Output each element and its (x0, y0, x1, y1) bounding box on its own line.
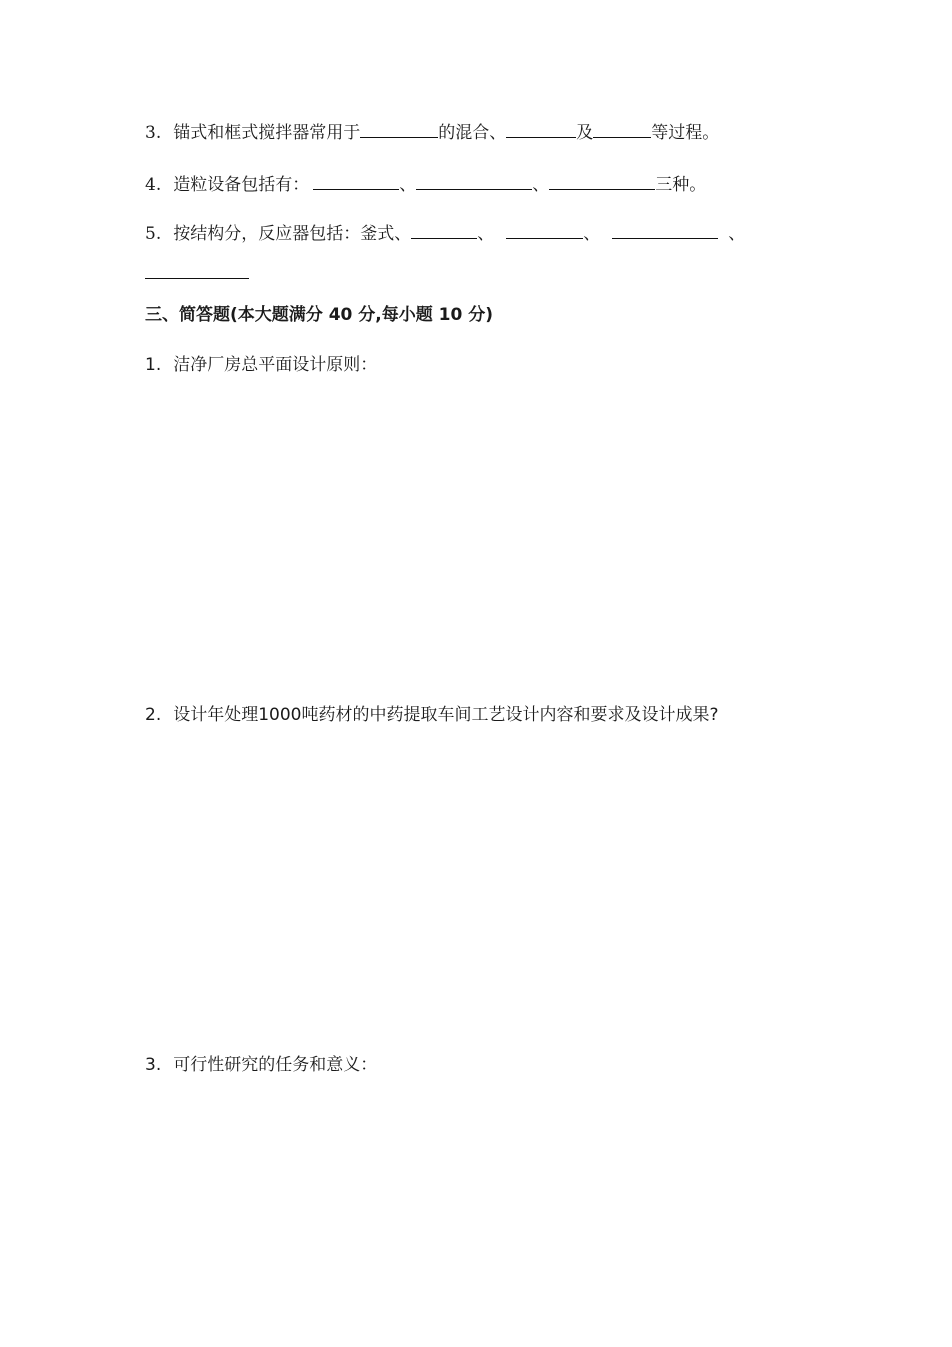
answer-blank[interactable] (411, 224, 477, 239)
short-answer-question-3 (145, 1053, 377, 1077)
question-text: 及 (576, 123, 594, 143)
question-text: 等过程。 (651, 123, 720, 143)
question-number: 3. (145, 1055, 162, 1075)
fill-in-question-5 (145, 222, 745, 246)
question-number: 5. (145, 224, 162, 244)
question-text: 按结构分，反应器包括：釜式、 (173, 224, 412, 244)
question-text: 设计年处理1000吨药材的中药提取车间工艺设计内容和要求及设计成果? (173, 705, 719, 725)
question-text: 的混合、 (438, 123, 507, 143)
fill-in-question-3 (145, 121, 719, 145)
question-number: 3. (145, 123, 162, 143)
answer-blank[interactable] (549, 175, 655, 190)
separator: 、 (399, 175, 417, 195)
question-text: 三种。 (655, 175, 707, 195)
separator: 、 (728, 224, 746, 244)
question-text: 可行性研究的任务和意义： (173, 1055, 378, 1075)
section-heading: 三、简答题(本大题满分 40 分,每小题 10 分) (145, 305, 493, 325)
answer-blank[interactable] (612, 224, 718, 239)
separator: 、 (477, 224, 495, 244)
answer-blank[interactable] (360, 123, 438, 138)
question-number: 2. (145, 705, 162, 725)
question-number: 4. (145, 175, 162, 195)
answer-blank[interactable] (506, 123, 576, 138)
answer-blank[interactable] (416, 175, 532, 190)
question-text: 锚式和框式搅拌器常用于 (173, 123, 361, 143)
answer-blank[interactable] (145, 264, 249, 279)
answer-blank[interactable] (313, 175, 399, 190)
separator: 、 (583, 224, 601, 244)
question-number: 1. (145, 355, 162, 375)
question-text: 洁净厂房总平面设计原则： (173, 355, 378, 375)
answer-blank[interactable] (506, 224, 583, 239)
separator: 、 (532, 175, 550, 195)
fill-in-question-4 (145, 173, 706, 197)
short-answer-question-1 (145, 353, 377, 377)
answer-blank[interactable] (593, 123, 651, 138)
short-answer-question-2 (145, 703, 719, 727)
fill-in-question-5-continued (145, 262, 249, 286)
question-text: 造粒设备包括有： (173, 175, 310, 195)
